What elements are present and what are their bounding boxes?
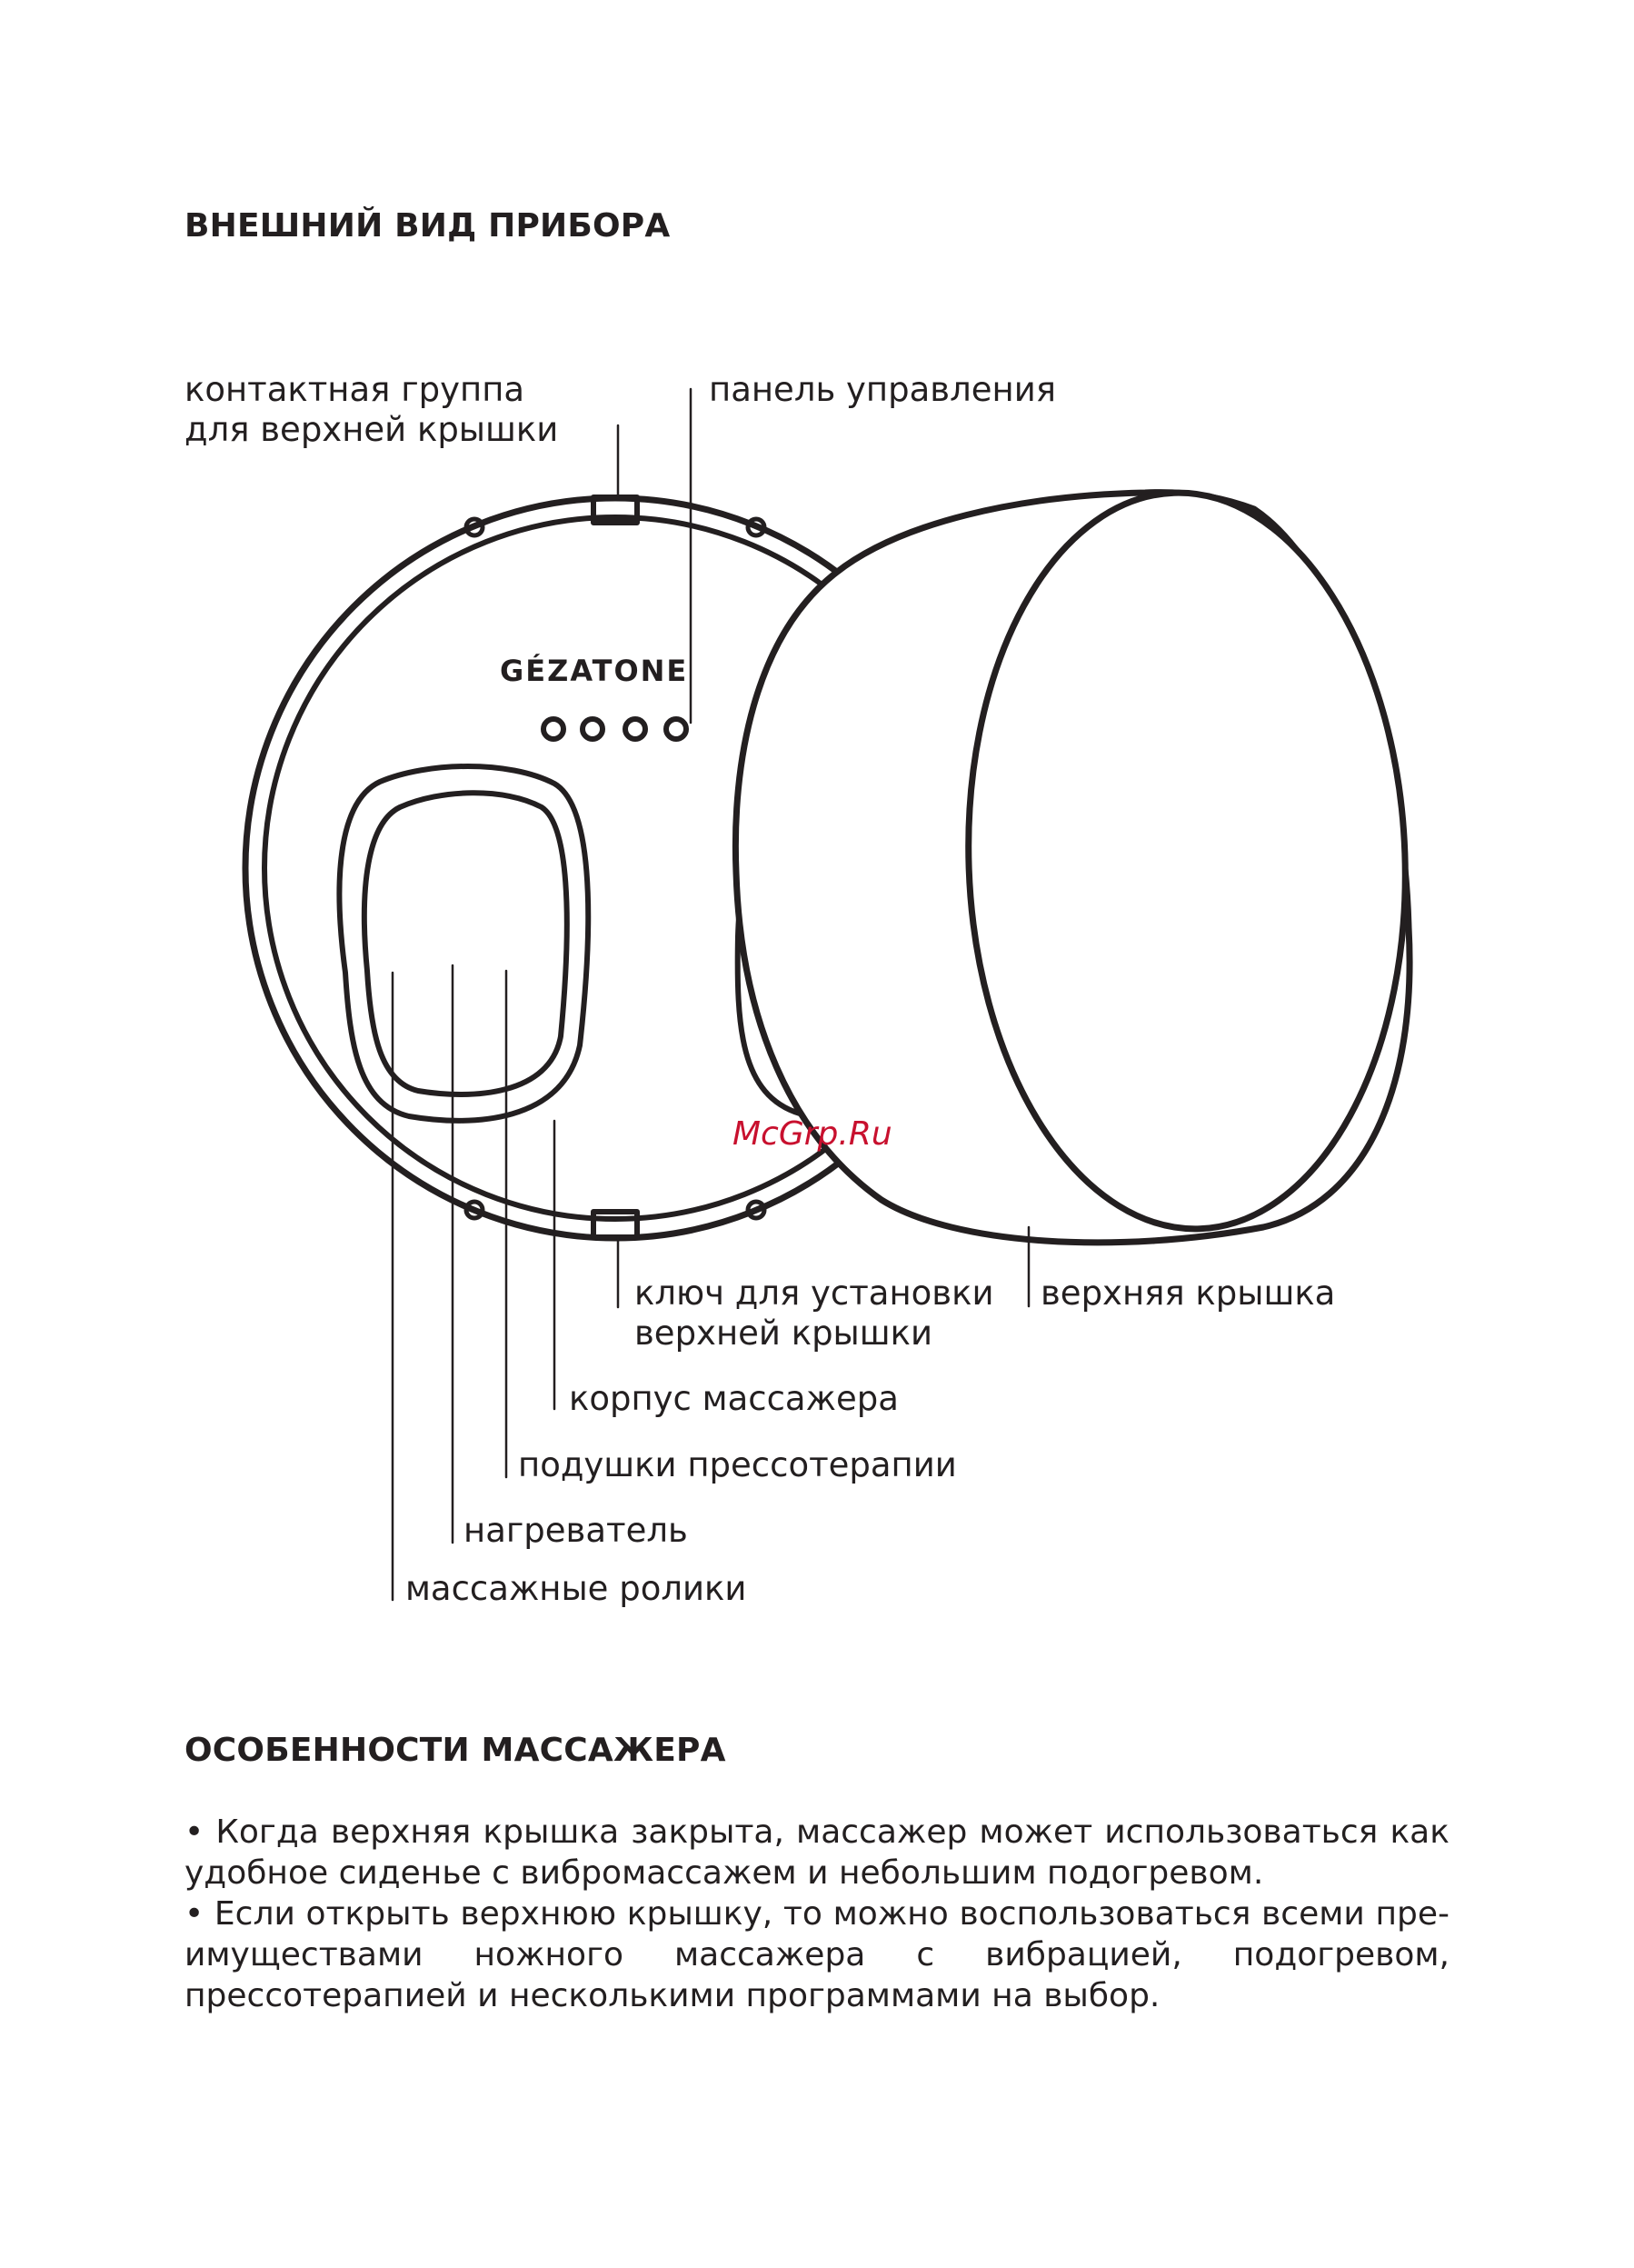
control-button bbox=[543, 719, 563, 739]
cover-key bbox=[593, 1212, 637, 1237]
watermark: McGrp.Ru bbox=[732, 1115, 892, 1153]
label-contact-group: контактная группа bbox=[184, 370, 525, 409]
label-key: ключ для установки bbox=[634, 1274, 994, 1313]
control-button bbox=[666, 719, 686, 739]
left-foot-well-inner bbox=[364, 793, 567, 1094]
label-contact-group: для верхней крышки bbox=[184, 410, 559, 449]
control-button bbox=[625, 719, 645, 739]
label-control-panel: панель управления bbox=[709, 370, 1056, 409]
label-pressotherapy-pads: подушки прессотерапии bbox=[518, 1445, 957, 1484]
appearance-title: ВНЕШНИЙ ВИД ПРИБОРА bbox=[184, 207, 671, 245]
label-heater: нагреватель bbox=[463, 1511, 688, 1550]
label-key: верхней крышки bbox=[634, 1314, 933, 1353]
brand-logo: GÉZATONE bbox=[500, 654, 689, 688]
feature-item: • Когда верхняя крышка закрыта, массажер может использоваться как удобное сиденье с вибромассажем и небольшим подогревом. bbox=[184, 1813, 1450, 1892]
control-button bbox=[583, 719, 603, 739]
features-list bbox=[184, 1812, 1450, 2016]
label-massage-rollers: массажные ролики bbox=[405, 1569, 747, 1608]
features-title: ОСОБЕННОСТИ МАССАЖЕРА bbox=[184, 1732, 726, 1769]
feature-item: • Если открыть верхнюю крышку, то можно воспользоваться всеми преимуществами ножного массажера с вибрацией, подогревом, прессотерапией и несколькими программами на выбор. bbox=[184, 1895, 1450, 2014]
label-top-cover: верхняя крышка bbox=[1041, 1274, 1336, 1313]
label-body: корпус массажера bbox=[569, 1379, 899, 1418]
